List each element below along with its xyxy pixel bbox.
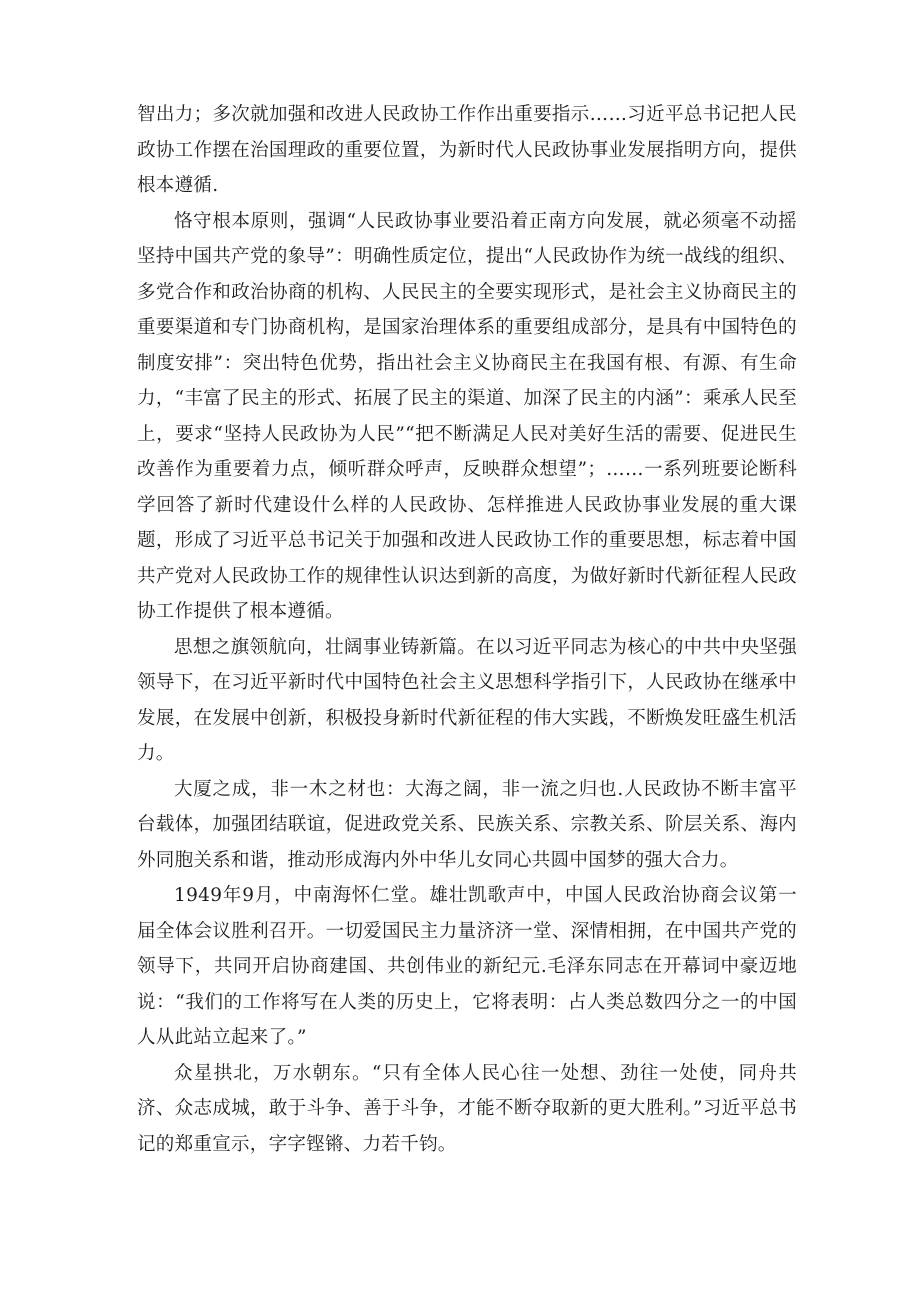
- paragraph-4: 大厦之成，非一木之材也：大海之阔，非一流之归也.人民政协不断丰富平台载体，加强团结联谊，促进政党关系、民族关系、宗教关系、阶层关系、海内外同胞关系和谐，推动形成海内外中华儿女同心共圆中国梦的强大合力。: [137, 778, 797, 871]
- paragraph-3: 思想之旗领航向，壮阔事业铸新篇。在以习近平同志为核心的中共中央坚强领导下，在习近平新时代中国特色社会主义思想科学指引下，人民政协在继承中发展，在发展中创新，积极投身新时代新征程的伟大实践，不断焕发旺盛生机活力。: [137, 636, 797, 764]
- paragraph-1: 智出力；多次就加强和改进人民政协工作作出重要指示……习近平总书记把人民政协工作摆在治国理政的重要位置，为新时代人民政协事业发展指明方向，提供根本遵循.: [137, 104, 797, 196]
- paragraph-2: 恪守根本原则，强调“人民政协事业要沿着正南方向发展，就必须毫不动摇坚持中国共产党的象导”：明确性质定位，提出“人民政协作为统一战线的组织、多党合作和政治协商的机构、人民民主的全要实现形式，是社会主义协商民主的重要渠道和专门协商机构，是国家治理体系的重要组成部分，是具有中国特色的制度安排”：突出特色优势，指出社会主义协商民主在我国有根、有源、有生命力，“丰富了民主的形式、拓展了民主的渠道、加深了民主的内涵”：乘承人民至上，要求“坚持人民政协为人民”“把不断满足人民对美好生活的需要、促进民生改善作为重要着力点，倾听群众呼声，反映群众想望”；……一系列班要论断科学回答了新时代建设什么样的人民政协、怎样推进人民政协事业发展的重大课题，形成了习近平总书记关于加强和改进人民政协工作的重要思想，标志着中国共产党对人民政协工作的规律性认识达到新的高度，为做好新时代新征程人民政协工作提供了根本遵循。: [137, 210, 797, 622]
- paragraph-6: 众星拱北，万水朝东。“只有全体人民心往一处想、劲往一处使，同舟共济、众志成城，敢于斗争、善于斗争，才能不断夺取新的更大胜利。”习近平总书记的郑重宣示，字字铿锵、力若千钧。: [137, 1062, 797, 1155]
- article-body: [137, 97, 797, 1162]
- paragraph-5: 1949年9月，中南海怀仁堂。雄壮凯歌声中，中国人民政治协商会议第一届全体会议胜利召开。一切爱国民主力量济济一堂、深情相拥，在中国共产党的领导下，共同开启协商建国、共创伟业的新纪元.毛泽东同志在开幕词中豪迈地说：“我们的工作将写在人类的历史上，它将表明：占人类总数四分之一的中国人从此站立起来了。”: [137, 885, 797, 1048]
